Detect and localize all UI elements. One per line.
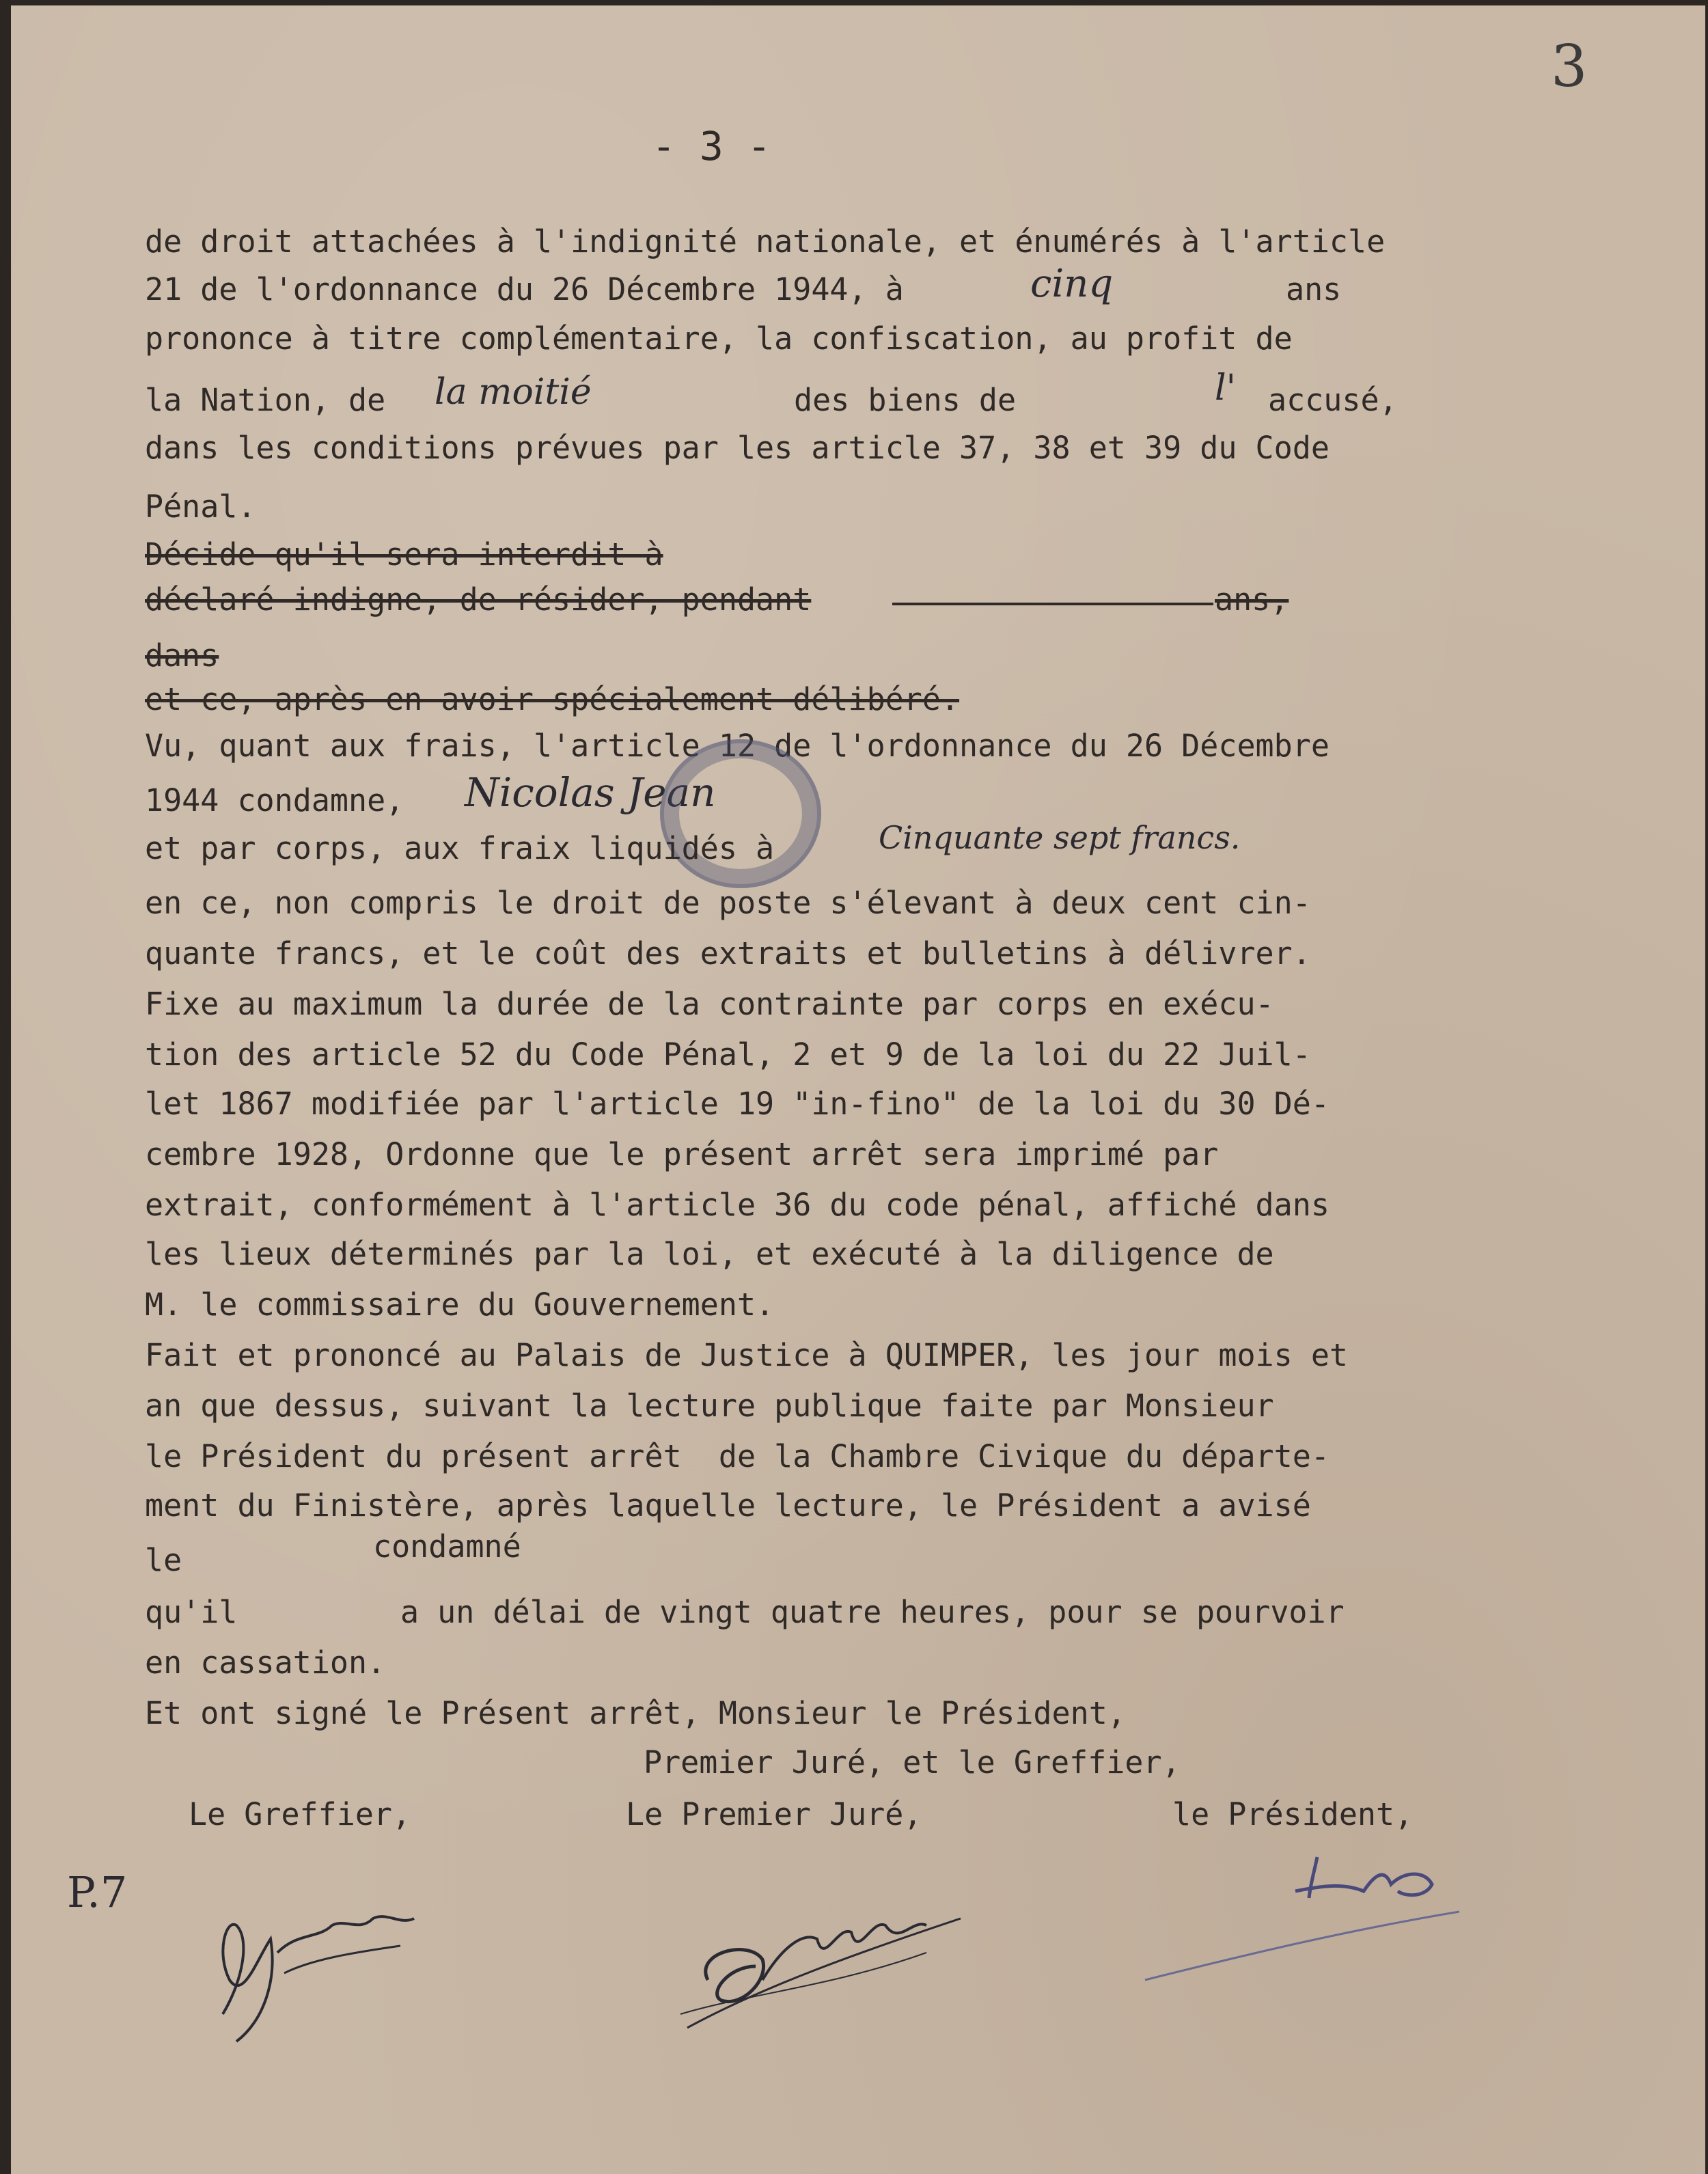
corner-page-number: 3 [1551,33,1588,100]
handwritten-name: Nicolas Jean [465,769,716,816]
line-21: les lieux déterminés par la loi, et exécuté à la diligence de [145,1236,1274,1272]
margin-note: P.7 [67,1867,128,1917]
line-28: qu'il [145,1594,238,1630]
struck-line-2: déclaré indigne, de résider, pendant [145,581,812,618]
document-page [11,5,1705,2174]
line-24: an que dessus, suivant la lecture publique faite par Monsieur [145,1388,1274,1424]
line-29: en cassation. [145,1645,386,1681]
label-premier-jure: Le Premier Juré, [626,1796,922,1832]
line-28-delai: a un délai de vingt quatre heures, pour se pourvoir [400,1594,1345,1630]
line-23: Fait et prononcé au Palais de Justice à QUIMPER, les jour mois et [145,1337,1348,1373]
line-2: 21 de l'ordonnance du 26 Décembre 1944, à [145,271,904,307]
handwritten-years: cinq [1030,262,1114,306]
label-president: le Président, [1172,1796,1414,1832]
line-4-accuse: accusé, [1268,382,1398,418]
line-20: extrait, conformément à l'article 36 du code pénal, affiché dans [145,1187,1330,1223]
line-18: let 1867 modifiée par l'article 19 "in-fino" de la loi du 30 Dé- [145,1086,1330,1122]
struck-line-2-ans: ans, [1215,581,1289,618]
line-16: Fixe au maximum la durée de la contrainte par corps en exécu- [145,986,1274,1022]
struck-line-3: dans [145,637,219,674]
line-11: Vu, quant aux frais, l'article 12 de l'ordonnance du 26 Décembre [145,728,1330,764]
line-27-condamne: condamné [373,1528,521,1565]
handwritten-article-l: l' [1215,368,1236,409]
line-22: M. le commissaire du Gouvernement. [145,1286,775,1323]
struck-line-4: et ce, après en avoir spécialement délibéré. [145,681,960,717]
handwritten-portion: la moitié [435,372,592,413]
line-3: prononce à titre complémentaire, la confiscation, au profit de [145,320,1293,357]
line-13: et par corps, aux fraix liquidés à [145,830,775,866]
struck-blank-rule [892,603,1213,605]
line-25: le Président du présent arrêt de la Chambre Civique du départe- [145,1438,1330,1474]
line-30: Et ont signé le Présent arrêt, Monsieur le Président, [145,1695,1126,1731]
signature-greffier [195,1877,441,2055]
page-number: - 3 - [652,123,771,169]
line-19: cembre 1928, Ordonne que le présent arrêt sera imprimé par [145,1136,1219,1172]
struck-line-1: Décide qu'il sera interdit à [145,536,663,573]
line-4: la Nation, de [145,382,386,418]
line-2-ans: ans [1286,271,1342,307]
line-6: Pénal. [145,489,256,525]
line-14: en ce, non compris le droit de poste s'élevant à deux cent cin- [145,885,1311,921]
line-15: quante francs, et le coût des extraits et bulletins à délivrer. [145,935,1311,972]
line-31: Premier Juré, et le Greffier, [644,1744,1181,1780]
signature-president [1131,1843,1487,1994]
line-27: le [145,1542,182,1578]
line-17: tion des article 52 du Code Pénal, 2 et 9 de la loi du 22 Juil- [145,1036,1311,1073]
signature-premier-jure [667,1877,981,2041]
line-26: ment du Finistère, après laquelle lecture, le Président a avisé [145,1487,1311,1524]
handwritten-amount: Cinquante sept francs. [879,819,1241,856]
line-1: de droit attachées à l'indignité nationale, et énumérés à l'article [145,223,1386,260]
label-greffier: Le Greffier, [189,1796,411,1832]
line-4-biens: des biens de [794,382,1017,418]
line-12: 1944 condamne, [145,782,404,818]
line-5: dans les conditions prévues par les article 37, 38 et 39 du Code [145,430,1330,466]
